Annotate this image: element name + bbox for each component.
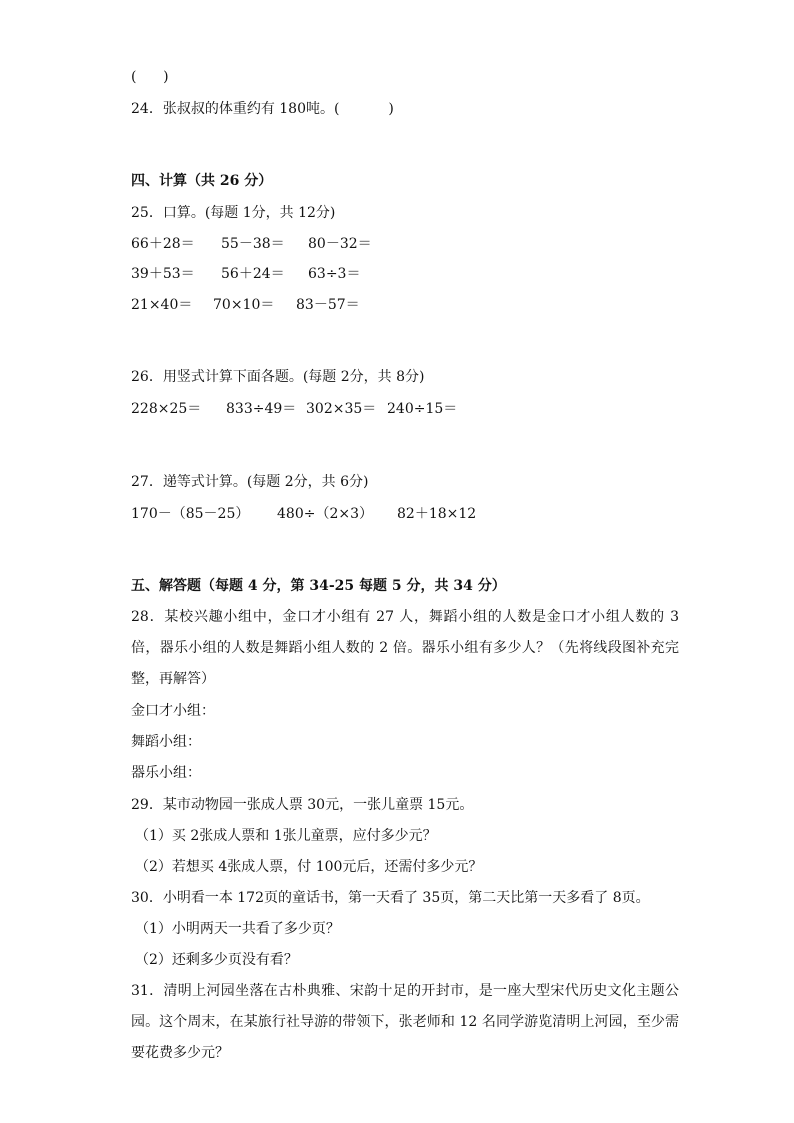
vertical-item: 302×35＝ [306,401,377,417]
oral-item: 83－57＝ [296,297,360,313]
stepwise-item: 480÷（2×3） [277,506,373,522]
question-30-part-2: （2）还剩多少页没有看？ [135,952,298,968]
question-29-part-2: （2）若想买 4张成人票，付 100元后，还需付多少元？ [135,859,483,875]
oral-item: 70×10＝ [213,297,275,313]
section-4-heading: 四、计算（共 26 分） [131,173,273,189]
oral-item: 80－32＝ [308,236,372,252]
question-28: 28．某校兴趣小组中，金口才小组有 27 人，舞蹈小组的人数是金口才小组人数的 3 倍，器乐小组的人数是舞蹈小组人数的 2 倍。器乐小组有多少人？（先将线段图补充完整，再解答） [131,609,679,687]
question-25: 25．口算。(每题 1分，共 12分) [131,205,336,221]
question-29-part-1: （1）买 2张成人票和 1张儿童票，应付多少元？ [135,828,437,844]
oral-item: 66＋28＝ [131,236,195,252]
group-label-speech: 金口才小组： [131,703,215,719]
question-27: 27．递等式计算。(每题 2分，共 6分) [131,474,369,490]
oral-item: 63÷3＝ [308,266,361,282]
question-26: 26．用竖式计算下面各题。(每题 2分，共 8分) [131,369,425,385]
answer-bracket: ( ) [131,69,169,85]
question-31: 31．清明上河园坐落在古朴典雅、宋韵十足的开封市，是一座大型宋代历史文化主题公园。这个周末，在某旅行社导游的带领下，张老师和 12 名同学游览清明上河园，至少需要花费多少元？ [131,983,679,1061]
vertical-item: 228×25＝ [131,401,202,417]
oral-item: 21×40＝ [131,297,193,313]
group-label-dance: 舞蹈小组： [131,734,201,750]
question-30-part-1: （1）小明两天一共看了多少页？ [135,921,340,937]
stepwise-item: 82＋18×12 [397,506,477,522]
vertical-item: 833÷49＝ [226,401,297,417]
group-label-music: 器乐小组： [131,765,201,781]
stepwise-item: 170－（85－25） [131,506,250,522]
question-30: 30．小明看一本 172页的童话书，第一天看了 35页，第二天比第一天多看了 8页。 [131,890,650,906]
oral-item: 56＋24＝ [221,266,285,282]
question-29: 29．某市动物园一张成人票 30元，一张儿童票 15元。 [131,797,474,813]
oral-item: 39＋53＝ [131,266,195,282]
vertical-item: 240÷15＝ [387,401,458,417]
question-24: 24．张叔叔的体重约有 180吨。( ) [131,101,394,117]
section-5-heading: 五、解答题（每题 4 分，第 34-25 每题 5 分，共 34 分） [131,578,506,594]
oral-item: 55－38＝ [221,236,285,252]
